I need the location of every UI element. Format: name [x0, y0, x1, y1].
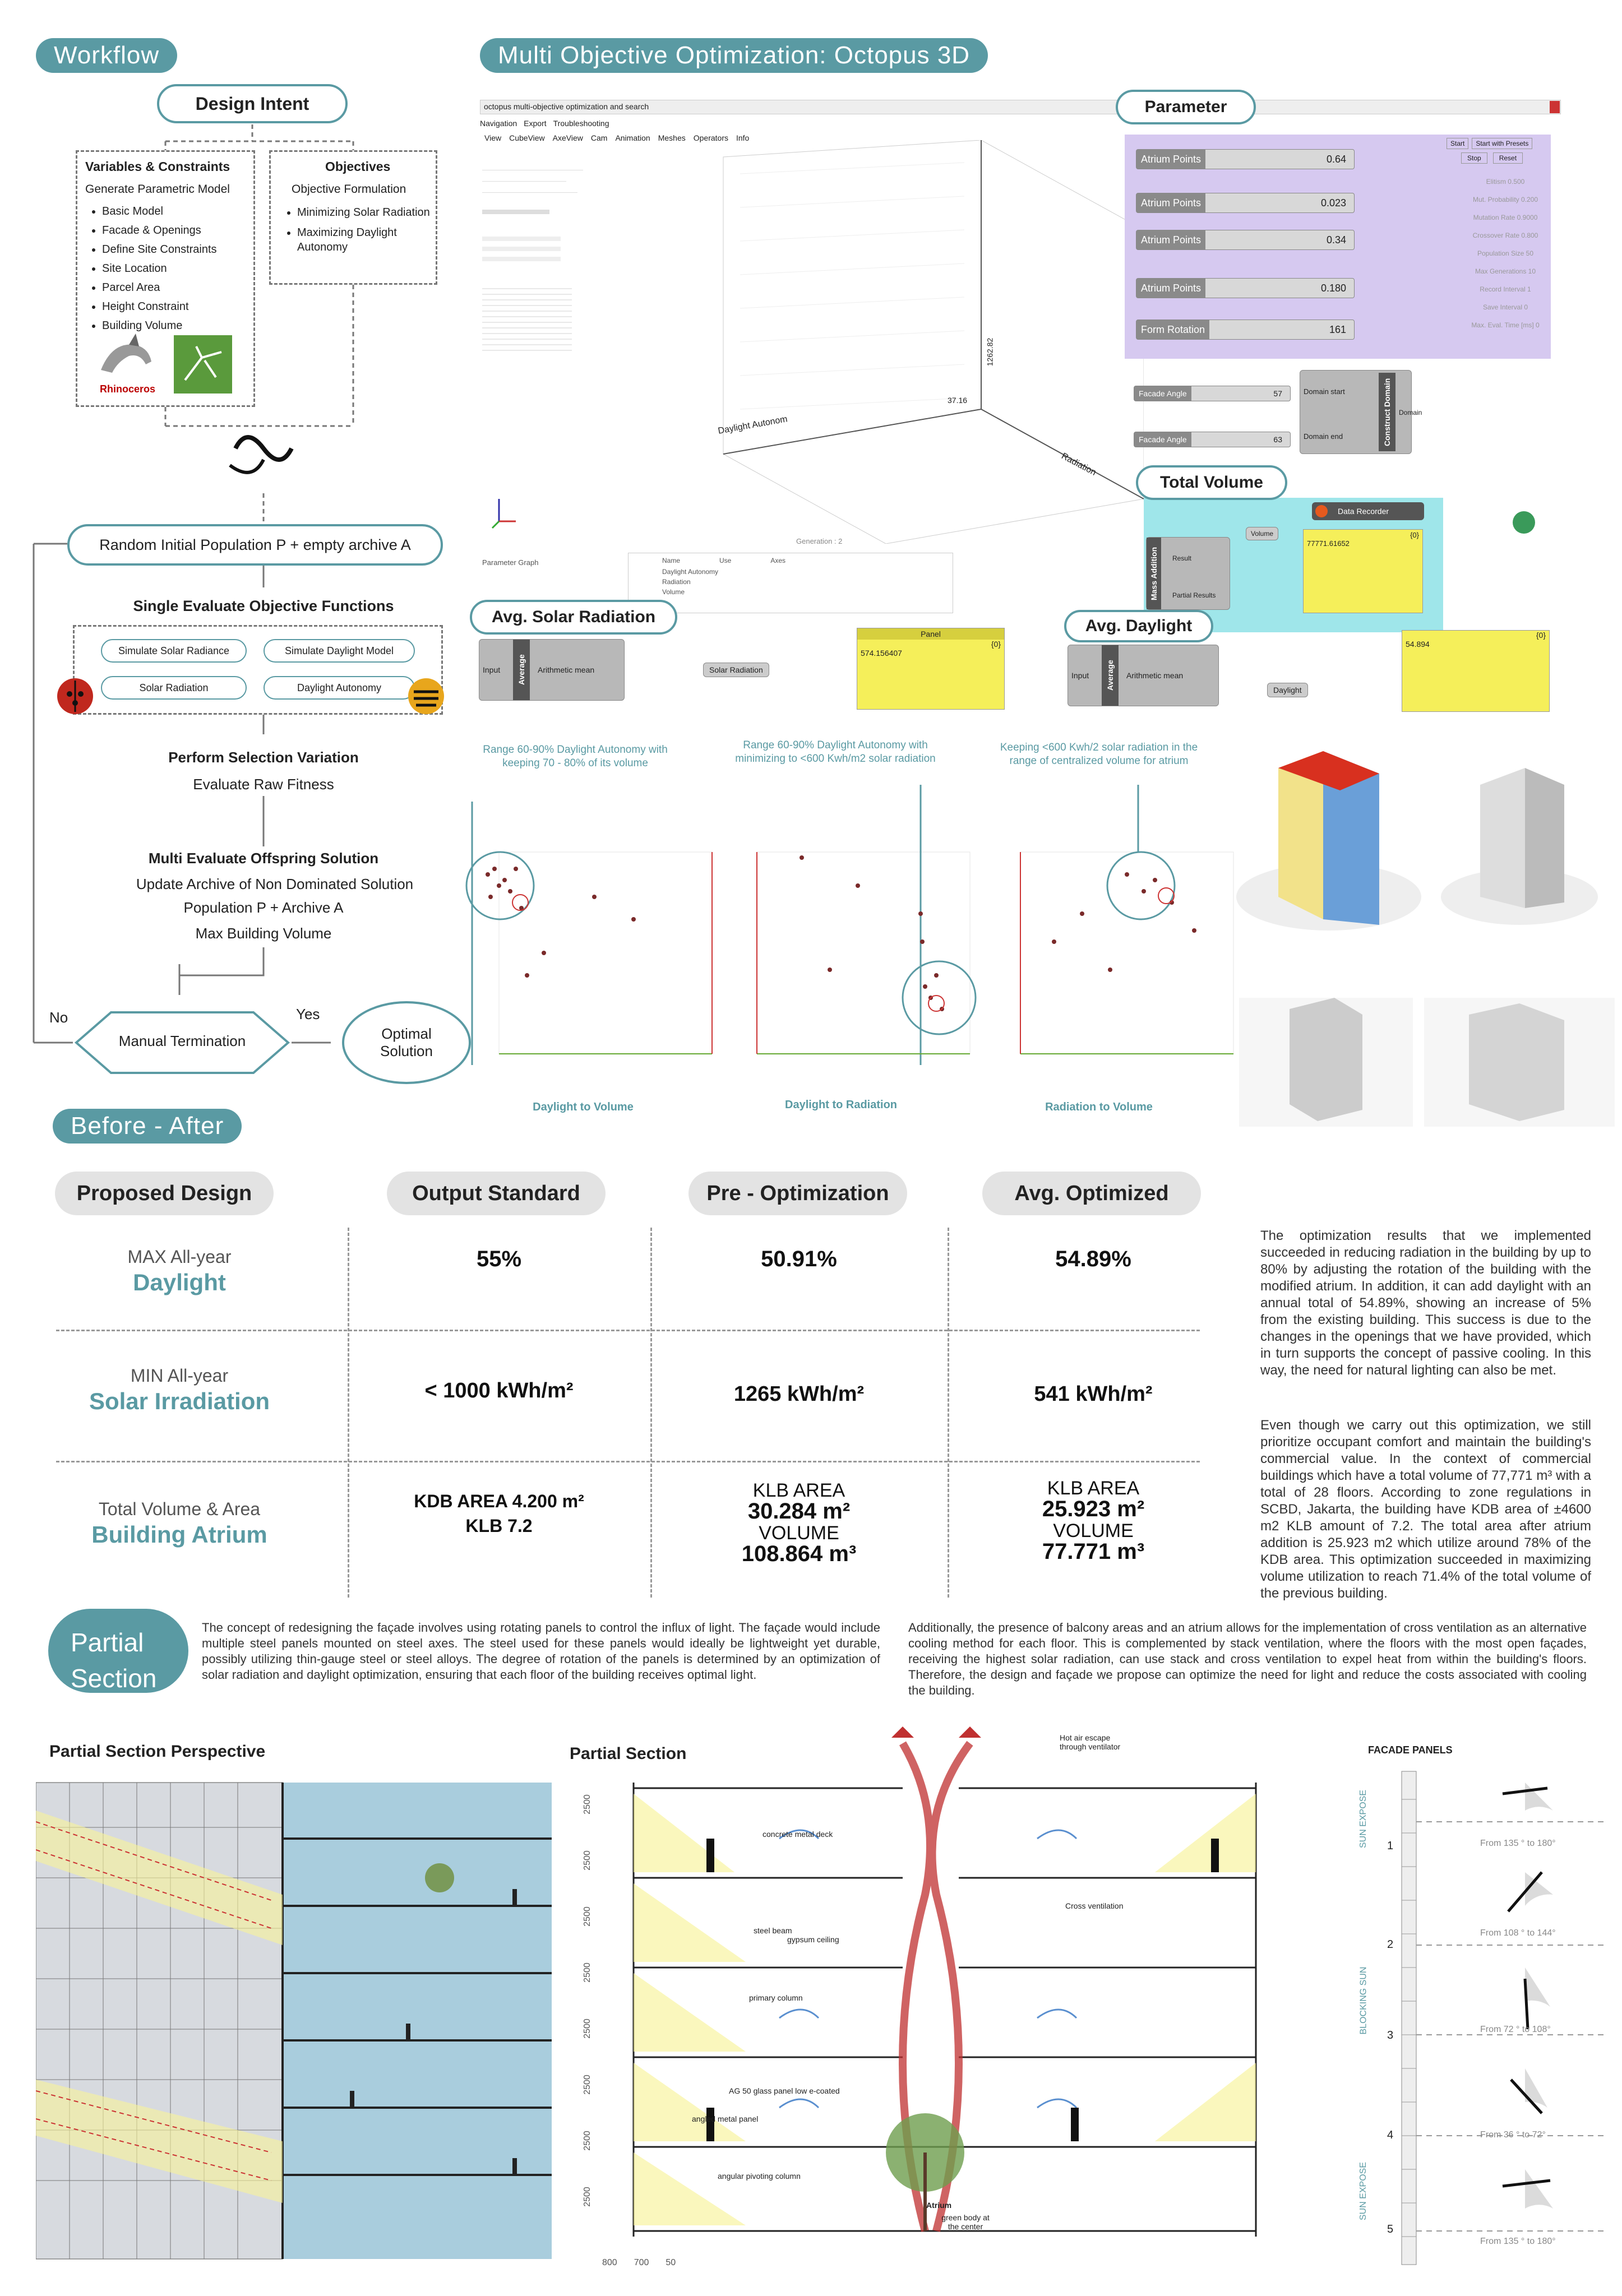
table-row: Radiation	[662, 578, 691, 586]
atrium-points-slider-3[interactable]	[1136, 230, 1355, 250]
octopus-tabs	[480, 119, 609, 128]
axes-gizmo-icon	[488, 493, 521, 533]
octopus-left-panel	[482, 163, 594, 420]
table-header: Axes	[770, 557, 786, 564]
start-button[interactable]: Start	[1447, 138, 1468, 149]
menu-item[interactable]: Meshes	[658, 133, 686, 142]
vertical-dims	[577, 1788, 594, 2248]
axis-num1: 37.16	[948, 396, 968, 405]
slider-label: Form Rotation	[1136, 320, 1209, 339]
arith-mean-label: Arithmetic mean	[1126, 671, 1184, 680]
dim-label: 800	[602, 2258, 617, 2267]
slider-value: 57	[1273, 389, 1282, 398]
row2-standard: < 1000 kWh/m²	[424, 1379, 574, 1402]
optimal-solution: Optimal Solution	[342, 1001, 471, 1084]
domain-output: Domain	[1399, 409, 1422, 416]
tab-troubleshooting[interactable]: Troubleshooting	[553, 119, 609, 128]
param-item: Record Interval 1	[1480, 285, 1531, 293]
panel-num: 5	[1387, 2223, 1394, 2235]
input-label: Input	[1071, 671, 1089, 680]
atrium-points-slider-4[interactable]	[1136, 278, 1355, 298]
row3-opt-c: VOLUME	[1053, 1520, 1134, 1542]
volume-node[interactable]: Volume	[1246, 527, 1278, 540]
evaluate-box	[73, 625, 443, 715]
octopus-window-title: octopus multi-objective optimization and search	[480, 100, 1561, 114]
dim-label: 2500	[582, 2187, 592, 2207]
menu-item[interactable]: Info	[736, 133, 750, 142]
divider	[348, 1228, 349, 1598]
section-label: Cross ventilation	[1065, 1901, 1124, 1910]
divider	[56, 1461, 1200, 1462]
menu-item[interactable]: Animation	[615, 133, 650, 142]
parameter-tag: Parameter	[1116, 90, 1256, 124]
section-label: AG 50 glass panel low e-coated	[729, 2086, 840, 2095]
facade-angle-slider-2[interactable]	[1134, 432, 1291, 447]
panel-range-4: From 36 ° to 72°	[1480, 2130, 1546, 2140]
param-item: Elitism 0.500	[1486, 178, 1525, 186]
section-title: Partial Section	[570, 1744, 687, 1763]
daylight-autonomy: Daylight Autonomy	[264, 676, 415, 700]
solar-panel	[857, 628, 1005, 710]
update-archive: Update Archive of Non Dominated Solution	[136, 876, 414, 892]
domain-start: Domain start	[1304, 387, 1345, 396]
random-population: Random Initial Population P + empty archive A	[67, 524, 443, 566]
design-intent: Design Intent	[157, 84, 348, 123]
desc-2: Range 60-90% Daylight Autonomy with minimizing to <600 Kwh/m2 solar radiation	[735, 739, 936, 765]
no-label: No	[49, 1009, 68, 1026]
menu-item[interactable]: AxeView	[552, 133, 583, 142]
single-evaluate: Single Evaluate Objective Functions	[133, 598, 394, 614]
tab-export[interactable]: Export	[524, 119, 547, 128]
dim-label: 2500	[582, 1906, 592, 1927]
construct-domain: Construct Domain	[1379, 373, 1395, 451]
panel-range-1: From 135 ° to 180°	[1480, 1839, 1556, 1848]
daylight-value: 54.894	[1406, 640, 1430, 649]
row2-optimized: 541 kWh/m²	[1034, 1382, 1153, 1406]
tab-navigation[interactable]: Navigation	[480, 119, 517, 128]
table-row: Volume	[662, 588, 685, 596]
row3-pre-c: VOLUME	[759, 1522, 839, 1544]
header-optimized: Avg. Optimized	[982, 1172, 1201, 1215]
ladybug-icon	[57, 678, 93, 714]
plot3-label: Radiation to Volume	[1045, 1101, 1153, 1113]
partial-section-drawing	[566, 1726, 1318, 2276]
section-label: angled metal panel	[692, 2114, 759, 2123]
panel-index: {0}	[1410, 531, 1419, 539]
slider-label: Facade Angle	[1134, 432, 1191, 447]
row1-pre: 50.91%	[761, 1247, 837, 1271]
stop-button[interactable]: Stop	[1461, 152, 1487, 164]
row3-opt-d: 77.771 m³	[1042, 1539, 1145, 1564]
panel-index: {0}	[991, 640, 1001, 649]
facade-title: FACADE PANELS	[1368, 1744, 1453, 1756]
perspective-title: Partial Section Perspective	[49, 1742, 266, 1761]
menu-item[interactable]: Operators	[693, 133, 728, 142]
dim-label: 50	[666, 2258, 676, 2267]
input-label: Input	[483, 665, 501, 674]
row3-label-main: Building Atrium	[91, 1521, 267, 1548]
manual-termination: Manual Termination	[118, 1033, 246, 1049]
result-paragraph-2: Even though we carry out this optimization, we still prioritize occupant comfort and maintain the building's commercial value. In the context of commercial buildings which have a total volume of 77,771 m³ with a total of 28 floors. According to zone regulations in SCBD, Jakarta, the building have KDB area of ±4600 m2 KLB amount of 7.2. The total area after atrium addition is 25.923 m2 which utilize around 78% of the KDB area. This optimization succeeded in maximizing volume utilization to reach 71.4% of the total volume of the previous building.	[1260, 1418, 1591, 1601]
variables-title: Variables & Constraints	[85, 159, 230, 174]
param-item: Crossover Rate 0.800	[1472, 232, 1538, 239]
title-line: Partial	[71, 1628, 144, 1657]
row1-label-top: MAX All-year	[127, 1247, 232, 1267]
table-header: Name	[662, 557, 681, 564]
panel-range-3: From 72 ° to 108°	[1480, 2025, 1551, 2034]
close-icon[interactable]	[1550, 101, 1560, 113]
menu-item[interactable]: CubeView	[509, 133, 545, 142]
domain-end: Domain end	[1304, 432, 1343, 441]
parameter-graph-label: Parameter Graph	[482, 558, 539, 567]
list-item: • Site Location	[102, 259, 217, 278]
moo-title: Multi Objective Optimization: Octopus 3D	[480, 38, 988, 73]
atrium-points-slider-1[interactable]	[1136, 149, 1355, 169]
section-label: steel beam	[754, 1926, 792, 1935]
dim-label: 2500	[582, 1962, 592, 1983]
before-after-title: Before - After	[53, 1109, 242, 1144]
solar-radiation: Solar Radiation	[101, 676, 247, 700]
average-label: Average	[1102, 645, 1119, 706]
recorder-icon	[1315, 505, 1328, 517]
menu-item[interactable]: View	[484, 133, 502, 142]
partial-results-output: Partial Results	[1172, 591, 1216, 599]
section-label: green body at the center	[941, 2213, 990, 2231]
avg-daylight-tag: Avg. Daylight	[1064, 610, 1213, 642]
section-label: angular pivoting column	[718, 2172, 801, 2181]
mass-addition: Mass Addition	[1147, 538, 1161, 609]
param-item: Population Size 50	[1477, 249, 1534, 257]
row3-pre-a: KLB AREA	[752, 1480, 845, 1501]
row2-label-top: MIN All-year	[130, 1365, 229, 1386]
row2-pre: 1265 kWh/m²	[733, 1382, 865, 1406]
slider-value: 63	[1273, 435, 1282, 444]
bottom-dims	[602, 2258, 676, 2268]
total-volume-tag: Total Volume	[1136, 465, 1287, 500]
octopus-params	[1452, 173, 1559, 334]
slider-label: Atrium Points	[1136, 193, 1205, 212]
list-item: • Building Volume	[102, 316, 217, 335]
dim-label: 2500	[582, 2075, 592, 2095]
row3-pre-b: 30.284 m²	[747, 1499, 851, 1524]
desc-3: Keeping <600 Kwh/2 solar radiation in the range of centralized volume for atrium	[1000, 742, 1198, 767]
start-presets-button[interactable]: Start with Presets	[1472, 138, 1532, 149]
slider-value: 0.64	[1326, 153, 1346, 165]
daylight-panel	[1402, 630, 1550, 712]
workflow-title: Workflow	[36, 38, 177, 73]
dim-label: 2500	[582, 2019, 592, 2039]
reset-button[interactable]: Reset	[1493, 152, 1523, 164]
section-label: gypsum ceiling	[787, 1935, 839, 1944]
sun-expose-label: SUN EXPOSE	[1358, 1789, 1369, 1849]
sim-solar: Simulate Solar Radiance	[101, 639, 247, 663]
form-rotation-slider[interactable]	[1136, 320, 1355, 340]
avg-solar-tag: Avg. Solar Radiation	[470, 600, 677, 635]
hot-air-label: Hot air escape through ventilator	[1060, 1733, 1121, 1751]
objectives-sub: Objective Formulation	[292, 183, 406, 196]
octopus-buttons-2	[1461, 152, 1523, 164]
slider-label: Atrium Points	[1136, 230, 1205, 249]
slider-label: Atrium Points	[1136, 279, 1205, 298]
title-line: Section	[71, 1664, 157, 1693]
panel-num: 4	[1387, 2129, 1394, 2141]
list-item: • Maximizing Daylight Autonomy	[297, 225, 432, 254]
panel-range-2: From 108 ° to 144°	[1480, 1928, 1556, 1938]
result-paragraph-1: The optimization results that we implemented succeeded in reducing radiation in the building by up to 80% by adjusting the rotation of the building with the modified atrium. In addition, it can add daylight with an annual total of 54.89%, showing an increase of 5% from the existing building. This success is due to the changes in the openings that we have provided, which in turn supports the concept of passive cooling. In this way, the need for natural lighting can also be met.	[1260, 1228, 1591, 1378]
daylight-average-component[interactable]	[1068, 645, 1219, 706]
data-recorder[interactable]: Data Recorder	[1312, 502, 1424, 520]
desc-1: Range 60-90% Daylight Autonomy with keeping 70 - 80% of its volume	[483, 744, 668, 769]
sim-daylight: Simulate Daylight Model	[264, 639, 415, 663]
multi-evaluate: Multi Evaluate Offspring Solution	[148, 850, 379, 867]
dim-label: 2500	[582, 2131, 592, 2151]
building-renders	[1233, 740, 1620, 1127]
slider-label: Facade Angle	[1134, 386, 1191, 401]
param-item: Mut. Probability 0.200	[1472, 196, 1538, 203]
slider-value: 0.180	[1320, 282, 1346, 294]
menu-item[interactable]: Cam	[590, 133, 608, 142]
header-standard: Output Standard	[387, 1172, 606, 1215]
panel-num: 3	[1387, 2029, 1394, 2042]
table-row: Daylight Autonomy	[662, 568, 719, 576]
daylight-node[interactable]: Daylight	[1267, 683, 1308, 697]
octopus-buttons	[1447, 138, 1532, 149]
row3-opt-b: 25.923 m²	[1042, 1497, 1145, 1521]
honeybee-icon	[408, 678, 444, 714]
pareto-3d-plot	[594, 140, 1144, 544]
volume-panel	[1303, 529, 1423, 613]
panel-index: {0}	[1536, 631, 1546, 640]
section-label: primary column	[749, 1993, 803, 2002]
slider-value: 161	[1329, 323, 1346, 335]
partial-text-1: The concept of redesigning the façade involves using rotating panels to control the influx of light. The façade would include multiple steel panels mounted on steel axes. The steel used for these panels would ideally be lightweight yet durable, possibly utilizing thin-gauge steel or steel alloys. The degree of rotation of the panels is determined by an optimization of solar radiation and daylight optimization, ensuring that each floor of the building receives optimal light.	[202, 1621, 880, 1682]
divider	[56, 1330, 1200, 1331]
section-label: concrete metal deck	[763, 1830, 833, 1839]
param-item: Mutation Rate 0.9000	[1473, 214, 1538, 221]
axis-daylight: Daylight Autonom	[717, 414, 788, 436]
row3-label-top: Total Volume & Area	[98, 1499, 261, 1519]
blocking-sun-label: BLOCKING SUN	[1358, 1966, 1369, 2035]
max-volume: Max Building Volume	[195, 925, 332, 942]
axis-num2: 1262.82	[985, 337, 995, 367]
row3-opt-a: KLB AREA	[1047, 1478, 1140, 1499]
panel-num: 1	[1387, 1840, 1394, 1852]
atrium-points-slider-2[interactable]	[1136, 193, 1355, 213]
variables-sub: Generate Parametric Model	[85, 183, 230, 196]
objective-table	[628, 553, 953, 613]
population-archive: Population P + Archive A	[183, 899, 344, 916]
generation-label: Generation : 2	[796, 537, 843, 545]
list-item: • Define Site Constraints	[102, 240, 217, 259]
panel-range-5: From 135 ° to 180°	[1480, 2237, 1556, 2246]
header-proposed: Proposed Design	[55, 1172, 274, 1215]
partial-text-2: Additionally, the presence of balcony areas and an atrium allows for the implementation of cross ventilation as an alternative cooling method for each floor. This is complemented by stack ventilation, where the floors with the most open façades, receiving the highest solar radiation, can use stack and cross ventilation to expel heat from within the building's floors. Therefore, the design and façade we propose can optimize the need for light and reduce the costs associated with cooling the building.	[908, 1621, 1587, 1697]
row3-std-b: KLB 7.2	[465, 1516, 533, 1536]
row3-std-a: KDB AREA 4.200 m²	[414, 1491, 584, 1511]
yes-label: Yes	[296, 1006, 320, 1022]
row1-label-main: Daylight	[133, 1269, 226, 1295]
construct-domain-component[interactable]	[1300, 370, 1422, 454]
rhino-label: Rhinoceros	[100, 383, 156, 395]
param-item: Save Interval 0	[1482, 303, 1528, 311]
average-label: Average	[513, 640, 530, 700]
dim-label: 2500	[582, 1794, 592, 1814]
raw-fitness: Evaluate Raw Fitness	[193, 776, 334, 793]
panel-num: 2	[1387, 1938, 1394, 1951]
list-item: • Parcel Area	[102, 278, 217, 297]
solar-value: 574.156407	[861, 649, 902, 658]
slider-value: 0.34	[1326, 234, 1346, 246]
row1-standard: 55%	[476, 1247, 522, 1271]
header-pre: Pre - Optimization	[688, 1172, 907, 1215]
panel-header: Panel	[857, 628, 1004, 640]
mass-addition-component[interactable]	[1146, 537, 1230, 610]
row1-optimized: 54.89%	[1055, 1247, 1131, 1271]
list-item: • Basic Model	[102, 202, 217, 221]
objectives-title: Objectives	[325, 159, 391, 174]
dim-label: 2500	[582, 1850, 592, 1871]
dim-label: 700	[634, 2258, 649, 2267]
row2-label-main: Solar Irradiation	[89, 1388, 270, 1414]
facade-angle-slider-1[interactable]	[1134, 386, 1291, 401]
list-item: • Facade & Openings	[102, 221, 217, 240]
param-item: Max Generations 10	[1475, 267, 1536, 275]
arith-mean-label: Arithmetic mean	[538, 665, 595, 674]
sun-expose-label-2: SUN EXPOSE	[1358, 2161, 1369, 2221]
list-item: • Minimizing Solar Radiation	[297, 205, 432, 220]
param-item: Max. Eval. Time [ms] 0	[1471, 321, 1540, 329]
partial-section-title	[48, 1609, 188, 1693]
volume-value: 77771.61652	[1307, 539, 1350, 548]
pareto-2d-plots	[465, 774, 1250, 1087]
axis-radiation: Radiation	[1060, 451, 1098, 478]
section-label: Atrium	[926, 2201, 952, 2210]
table-header: Use	[719, 557, 732, 564]
section-perspective-drawing	[36, 1777, 552, 2265]
plot1-label: Daylight to Volume	[533, 1101, 634, 1113]
result-output: Result	[1172, 554, 1192, 562]
plot2-label: Daylight to Radiation	[785, 1099, 897, 1111]
selection-variation: Perform Selection Variation	[168, 749, 359, 766]
slider-label: Atrium Points	[1136, 150, 1205, 169]
slider-value: 0.023	[1320, 197, 1346, 209]
rhino-render-icon	[1513, 511, 1535, 534]
row3-pre-d: 108.864 m³	[741, 1542, 857, 1566]
solar-radiation-node[interactable]: Solar Radiation	[703, 663, 769, 677]
solar-average-component[interactable]	[479, 639, 625, 701]
list-item: • Height Constraint	[102, 297, 217, 316]
